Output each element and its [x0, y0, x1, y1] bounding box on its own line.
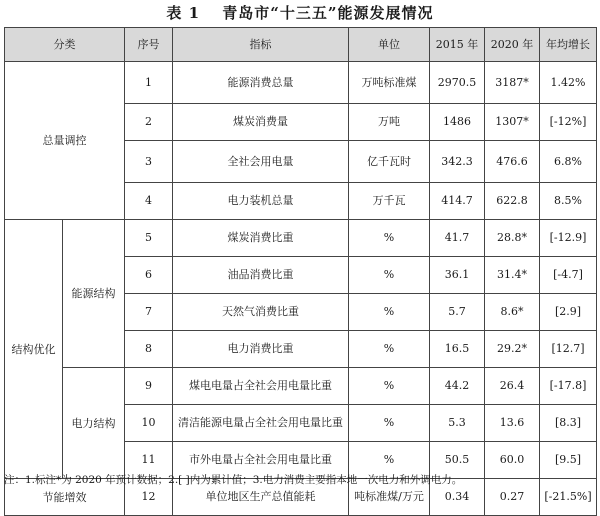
cell-growth: [12.7] — [540, 331, 597, 368]
cell-2015: 36.1 — [430, 257, 485, 294]
table-row — [5, 368, 597, 405]
cell-unit: 吨标准煤/万元 — [349, 479, 430, 516]
cell-unit: 亿千瓦时 — [349, 141, 430, 183]
group-power-structure: 电力结构 — [63, 368, 125, 479]
cell-2020: 31.4* — [485, 257, 540, 294]
cell-indicator: 单位地区生产总值能耗 — [173, 479, 349, 516]
cell-no: 3 — [125, 141, 173, 183]
cell-2020: 476.6 — [485, 141, 540, 183]
cell-indicator: 清洁能源电量占全社会用电量比重 — [173, 405, 349, 442]
table-row — [5, 220, 597, 257]
header-growth: 年均增长 — [540, 28, 597, 62]
cell-2015: 1486 — [430, 104, 485, 141]
group-total-control: 总量调控 — [5, 62, 125, 220]
cell-2020: 29.2* — [485, 331, 540, 368]
cell-indicator: 电力装机总量 — [173, 183, 349, 220]
cell-unit: % — [349, 294, 430, 331]
header-unit: 单位 — [349, 28, 430, 62]
cell-no: 12 — [125, 479, 173, 516]
cell-no: 4 — [125, 183, 173, 220]
cell-2020: 13.6 — [485, 405, 540, 442]
cell-unit: 万吨 — [349, 104, 430, 141]
cell-unit: % — [349, 442, 430, 479]
cell-no: 5 — [125, 220, 173, 257]
cell-2015: 41.7 — [430, 220, 485, 257]
cell-indicator: 天然气消费比重 — [173, 294, 349, 331]
group-energy-structure: 能源结构 — [63, 220, 125, 368]
cell-2015: 5.7 — [430, 294, 485, 331]
cell-indicator: 全社会用电量 — [173, 141, 349, 183]
cell-unit: % — [349, 331, 430, 368]
cell-no: 9 — [125, 368, 173, 405]
cell-2020: 26.4 — [485, 368, 540, 405]
cell-unit: % — [349, 220, 430, 257]
cell-unit: % — [349, 405, 430, 442]
header-2020: 2020 年 — [485, 28, 540, 62]
group-structure: 结构优化 — [5, 220, 63, 479]
cell-2020: 3187* — [485, 62, 540, 104]
cell-2015: 16.5 — [430, 331, 485, 368]
cell-indicator: 煤电电量占全社会用电量比重 — [173, 368, 349, 405]
energy-table — [4, 27, 597, 516]
cell-2015: 2970.5 — [430, 62, 485, 104]
cell-indicator: 煤炭消费比重 — [173, 220, 349, 257]
cell-2015: 414.7 — [430, 183, 485, 220]
cell-no: 7 — [125, 294, 173, 331]
cell-2020: 60.0 — [485, 442, 540, 479]
table-title: 表 1 青岛市“十三五”能源发展情况 — [166, 4, 434, 22]
cell-growth: [-12.9] — [540, 220, 597, 257]
cell-2015: 44.2 — [430, 368, 485, 405]
cell-no: 1 — [125, 62, 173, 104]
cell-growth: [-4.7] — [540, 257, 597, 294]
header-2015: 2015 年 — [430, 28, 485, 62]
cell-growth: 1.42% — [540, 62, 597, 104]
cell-no: 6 — [125, 257, 173, 294]
cell-no: 8 — [125, 331, 173, 368]
cell-indicator: 市外电量占全社会用电量比重 — [173, 442, 349, 479]
cell-2020: 0.27 — [485, 479, 540, 516]
cell-unit: 万千瓦 — [349, 183, 430, 220]
cell-2020: 8.6* — [485, 294, 540, 331]
table-row — [5, 62, 597, 104]
cell-no: 10 — [125, 405, 173, 442]
cell-growth: [-21.5%] — [540, 479, 597, 516]
group-energy-saving: 节能增效 — [5, 479, 125, 516]
cell-indicator: 油品消费比重 — [173, 257, 349, 294]
cell-2015: 0.34 — [430, 479, 485, 516]
cell-growth: 6.8% — [540, 141, 597, 183]
cell-unit: % — [349, 257, 430, 294]
header-indicator: 指标 — [173, 28, 349, 62]
cell-2015: 342.3 — [430, 141, 485, 183]
cell-growth: [-17.8] — [540, 368, 597, 405]
header-row — [5, 28, 597, 62]
cell-indicator: 能源消费总量 — [173, 62, 349, 104]
cell-2020: 28.8* — [485, 220, 540, 257]
cell-growth: 8.5% — [540, 183, 597, 220]
cell-2015: 50.5 — [430, 442, 485, 479]
cell-unit: % — [349, 368, 430, 405]
cell-unit: 万吨标准煤 — [349, 62, 430, 104]
cell-growth: [2.9] — [540, 294, 597, 331]
cell-growth: [8.3] — [540, 405, 597, 442]
cell-no: 2 — [125, 104, 173, 141]
cell-growth: [-12%] — [540, 104, 597, 141]
cell-2020: 1307* — [485, 104, 540, 141]
cell-indicator: 电力消费比重 — [173, 331, 349, 368]
cell-indicator: 煤炭消费量 — [173, 104, 349, 141]
table-footnote: 注：1.标注*为 2020 年预计数据；2.[ ]内为累计值；3.电力消费主要指本地一次电力和外调电力。 — [4, 474, 463, 486]
cell-no: 11 — [125, 442, 173, 479]
cell-2020: 622.8 — [485, 183, 540, 220]
cell-growth: [9.5] — [540, 442, 597, 479]
header-index: 序号 — [125, 28, 173, 62]
header-category: 分类 — [5, 28, 125, 62]
cell-2015: 5.3 — [430, 405, 485, 442]
